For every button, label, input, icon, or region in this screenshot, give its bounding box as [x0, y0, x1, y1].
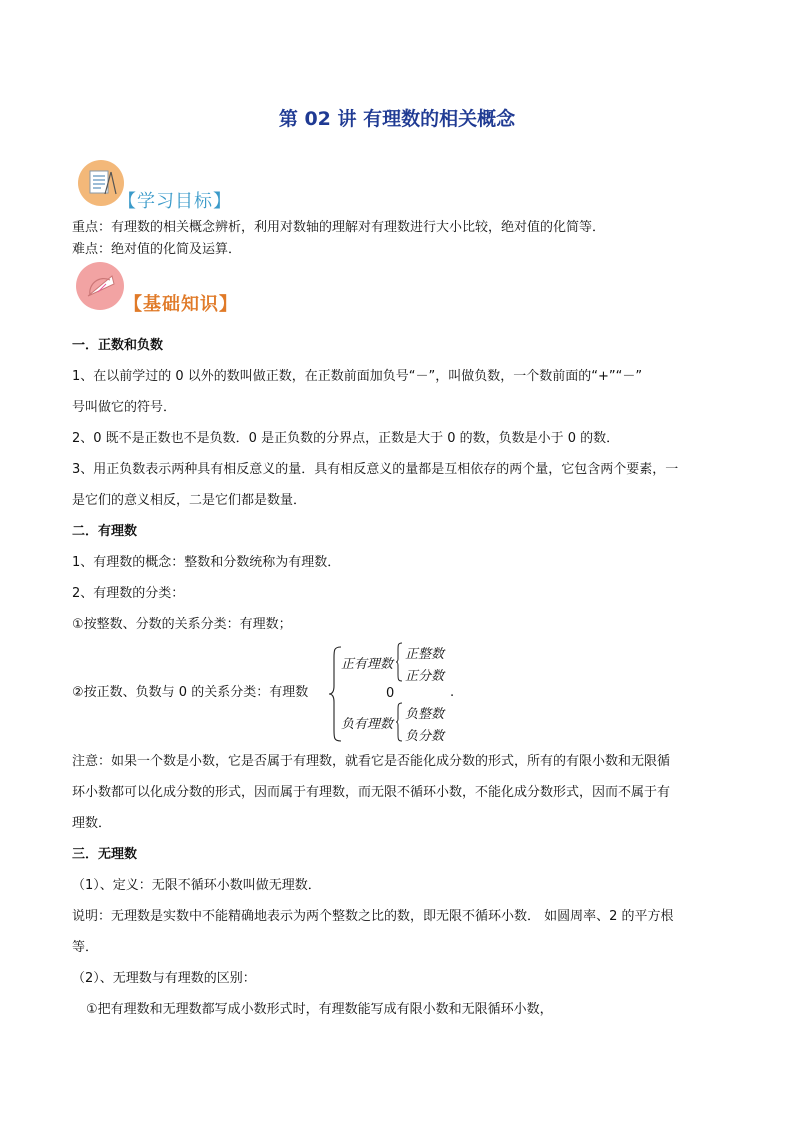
tree-node: 负有理数 [341, 717, 394, 732]
paragraph: 注意：如果一个数是小数，它是否属于有理数，就看它是否能化成分数的形式，所有的有限小数和无限循 [72, 754, 671, 769]
page-title: 第 02 讲 有理数的相关概念 [278, 108, 516, 130]
protractor-icon [76, 262, 124, 310]
tree-leaf: 正整数 [405, 647, 445, 662]
tree-node: 正有理数 [341, 657, 394, 672]
paragraph: 是它们的意义相反，二是它们都是数量． [72, 493, 307, 508]
paragraph: 1、在以前学过的 0 以外的数叫做正数，在正数前面加负号“－”，叫做负数，一个数前面的“+”“－” [72, 369, 643, 384]
small-brace [395, 702, 403, 742]
section-heading: 三．无理数 [72, 847, 138, 862]
learning-goals-banner: 【学习目标】 [118, 191, 232, 212]
classification-1: ①按整数、分数的关系分类：有理数； [72, 617, 292, 632]
paragraph: 1、有理数的概念：整数和分数统称为有理数． [72, 555, 341, 570]
section-heading: 二．有理数 [72, 524, 138, 539]
tree-leaf: 正分数 [405, 669, 445, 684]
tree-end: . [450, 685, 455, 700]
paragraph: 2、0 既不是正数也不是负数．0 是正负数的分界点，正数是大于 0 的数，负数是小于 0 的数． [72, 431, 620, 446]
paragraph: 说明：无理数是实数中不能精确地表示为两个整数之比的数，即无限不循环小数． 如圆周率、2 的平方根 [72, 909, 674, 924]
basic-knowledge-banner: 【基础知识】 [124, 294, 238, 315]
paragraph: （1）、定义：无限不循环小数叫做无理数． [72, 878, 321, 893]
section-heading: 一．正数和负数 [72, 338, 164, 353]
paragraph: 等． [72, 940, 99, 955]
paragraph: 3、用正负数表示两种具有相反意义的量．具有相反意义的量都是互相依存的两个量，它包含两个要素，一 [72, 462, 679, 477]
big-brace [328, 646, 342, 742]
paragraph: 号叫做它的符号． [72, 400, 177, 415]
tree-leaf: 负分数 [405, 729, 445, 744]
paragraph: 理数． [72, 816, 112, 831]
difficulty-text: 难点：绝对值的化简及运算． [72, 242, 242, 257]
paragraph: （2）、无理数与有理数的区别： [72, 971, 256, 986]
classification-2: ②按正数、负数与 0 的关系分类：有理数 [72, 685, 309, 700]
paragraph: 环小数都可以化成分数的形式，因而属于有理数，而无限不循环小数，不能化成分数形式，因而不属于有 [72, 785, 671, 800]
focus-text: 重点：有理数的相关概念辨析，利用对数轴的理解对有理数进行大小比较，绝对值的化简等． [72, 220, 606, 235]
tree-leaf: 负整数 [405, 707, 445, 722]
paragraph: 2、有理数的分类： [72, 586, 185, 601]
tree-node: 0 [386, 686, 395, 701]
paragraph: ①把有理数和无理数都写成小数形式时，有理数能写成有限小数和无限循环小数， [86, 1002, 553, 1017]
small-brace [395, 642, 403, 682]
